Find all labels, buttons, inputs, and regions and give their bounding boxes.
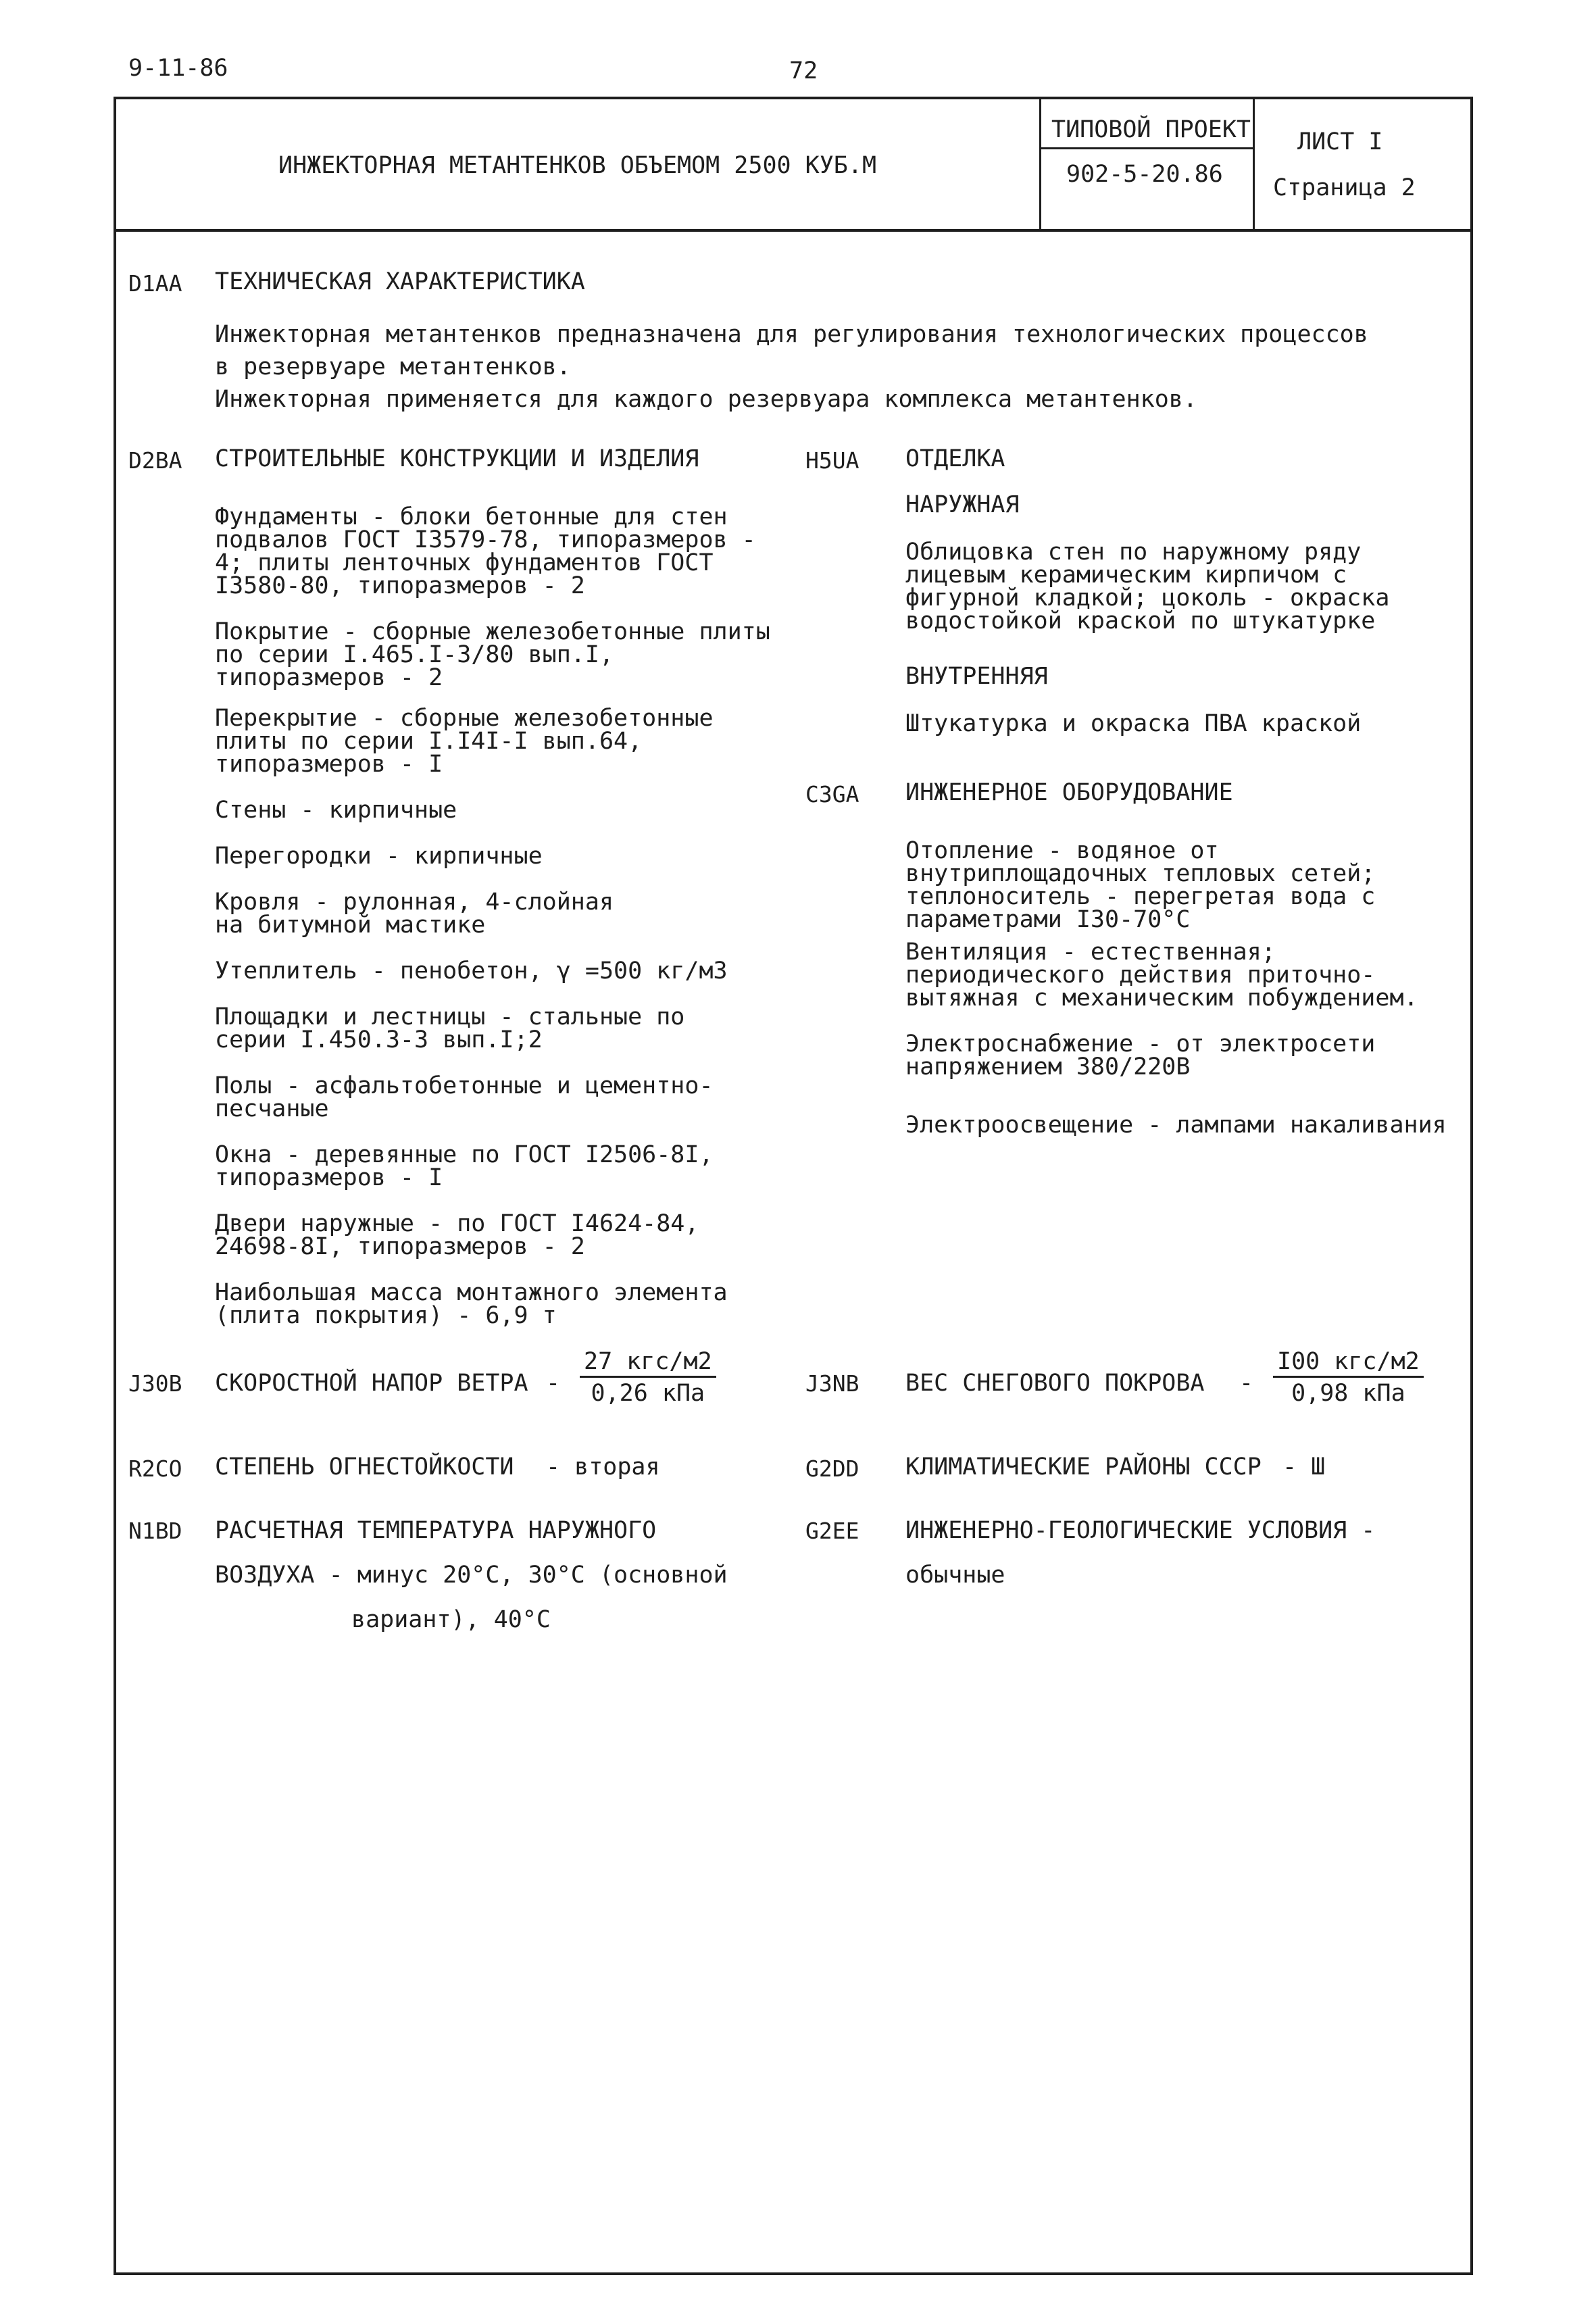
equipment-item: Отопление - водяное от внутриплощадочных тепловых сетей; теплоноситель - перегретая вода с параметрами I30-70°С — [905, 837, 1376, 933]
fire-value: - вторая — [546, 1453, 660, 1480]
tech-line-1: Инжекторная метантенков предназначена для регулирования технологических процессов — [215, 321, 1368, 348]
equipment-item: Электроосвещение - лампами накаливания — [905, 1112, 1447, 1139]
construction-item: Двери наружные - по ГОСТ I4624-84, 24698-8I, типоразмеров - 2 — [215, 1210, 699, 1260]
page-label: Страница 2 — [1273, 174, 1416, 201]
document-title: ИНЖЕКТОРНАЯ МЕТАНТЕНКОВ ОБЪЕМОМ 2500 КУБ.М — [278, 152, 877, 179]
finish-external-text: Облицовка стен по наружному ряду лицевым керамическим кирпичом с фигурной кладкой; цоколь - окраска водостойкой краской по штукатурке — [905, 539, 1390, 634]
climate-value: - Ш — [1282, 1453, 1326, 1480]
snow-value-kgs: I00 кгс/м2 — [1273, 1350, 1424, 1378]
construction-item: Покрытие - сборные железобетонные плиты по серии I.465.I-3/80 вып.I, типоразмеров - 2 — [215, 618, 770, 691]
tech-line-2: в резервуаре метантенков. — [215, 353, 571, 380]
temperature-line-3: вариант), 40°С — [351, 1606, 551, 1633]
equipment-heading: ИНЖЕНЕРНОЕ ОБОРУДОВАНИЕ — [905, 779, 1233, 806]
section-code-climate: G2DD — [805, 1455, 859, 1482]
finish-heading: ОТДЕЛКА — [905, 445, 1005, 472]
snow-value — [1273, 1350, 1424, 1405]
construction-item: Фундаменты - блоки бетонные для стен подвалов ГОСТ I3579-78, типоразмеров - 4; плиты ленточных фундаментов ГОСТ I3580-80, типоразмеров - 2 — [215, 503, 756, 599]
construction-item: Площадки и лестницы - стальные по серии I.450.3-3 вып.I;2 — [215, 1003, 685, 1053]
tech-line-3: Инжекторная применяется для каждого резервуара комплекса метантенков. — [215, 386, 1197, 413]
title-divider-1 — [1039, 98, 1041, 230]
finish-internal-text: Штукатурка и окраска ПВА краской — [905, 710, 1362, 737]
finish-external-label: НАРУЖНАЯ — [905, 491, 1020, 518]
construction-item: Окна - деревянные по ГОСТ I2506-8I, типоразмеров - I — [215, 1141, 714, 1191]
wind-value-kpa: 0,26 кПа — [591, 1380, 705, 1407]
tech-heading: ТЕХНИЧЕСКАЯ ХАРАКТЕРИСТИКА — [215, 268, 585, 295]
geology-label: ИНЖЕНЕРНО-ГЕОЛОГИЧЕСКИЕ УСЛОВИЯ - — [905, 1517, 1376, 1544]
wind-value — [580, 1350, 716, 1405]
construction-item: Утеплитель - пенобетон, γ =500 кг/м3 — [215, 957, 728, 985]
construction-item: Наибольшая масса монтажного элемента (плита покрытия) - 6,9 т — [215, 1279, 728, 1329]
finish-internal-label: ВНУТРЕННЯЯ — [905, 663, 1048, 690]
construction-item: Полы - асфальтобетонные и цементно-песчаные — [215, 1072, 714, 1122]
title-divider-2 — [1253, 98, 1255, 230]
construction-item: Кровля - рулонная, 4-слойная на битумной мастике — [215, 889, 614, 939]
construction-item: Перегородки - кирпичные — [215, 843, 543, 870]
temperature-line-1: РАСЧЕТНАЯ ТЕМПЕРАТУРА НАРУЖНОГО — [215, 1517, 657, 1544]
constructions-heading: СТРОИТЕЛЬНЫЕ КОНСТРУКЦИИ И ИЗДЕЛИЯ — [215, 445, 699, 472]
snow-dash: - — [1239, 1370, 1254, 1397]
section-code-geology: G2EE — [805, 1518, 859, 1544]
sheet-label: ЛИСТ I — [1297, 128, 1383, 155]
section-code-constructions: D2BA — [128, 447, 182, 474]
date-stamp: 9-11-86 — [128, 55, 228, 82]
snow-value-kpa: 0,98 кПа — [1291, 1380, 1405, 1407]
section-code-snow: J3NB — [805, 1370, 859, 1397]
wind-value-kgs: 27 кгс/м2 — [580, 1350, 716, 1378]
construction-item: Стены - кирпичные — [215, 797, 457, 824]
equipment-item: Вентиляция - естественная; периодического действия приточно-вытяжная с механическим побуждением. — [905, 939, 1418, 1012]
equipment-item: Электроснабжение - от электросети напряжением 380/220В — [905, 1030, 1376, 1080]
project-label: ТИПОВОЙ ПРОЕКТ — [1051, 116, 1251, 143]
geology-value: обычные — [905, 1562, 1005, 1589]
snow-label: ВЕС СНЕГОВОГО ПОКРОВА — [905, 1370, 1205, 1397]
section-code-temperature: N1BD — [128, 1518, 182, 1544]
fire-label: СТЕПЕНЬ ОГНЕСТОЙКОСТИ — [215, 1453, 514, 1480]
section-code-equipment: C3GA — [805, 781, 859, 807]
title-divider-3 — [1041, 147, 1253, 149]
construction-item: Перекрытие - сборные железобетонные плиты по серии I.I4I-I вып.64, типоразмеров - I — [215, 705, 714, 778]
section-code-finish: H5UA — [805, 447, 859, 474]
project-number: 902-5-20.86 — [1066, 161, 1223, 188]
section-code-wind: J30B — [128, 1370, 182, 1397]
climate-label: КЛИМАТИЧЕСКИЕ РАЙОНЫ СССР — [905, 1453, 1262, 1480]
wind-label: СКОРОСТНОЙ НАПОР ВЕТРА — [215, 1370, 528, 1397]
wind-dash: - — [546, 1370, 561, 1397]
section-code-fire: R2CO — [128, 1455, 182, 1482]
page-number: 72 — [789, 57, 818, 84]
section-code-tech: D1AA — [128, 270, 182, 297]
temperature-line-2: ВОЗДУХА - минус 20°С, 30°С (основной — [215, 1562, 728, 1589]
